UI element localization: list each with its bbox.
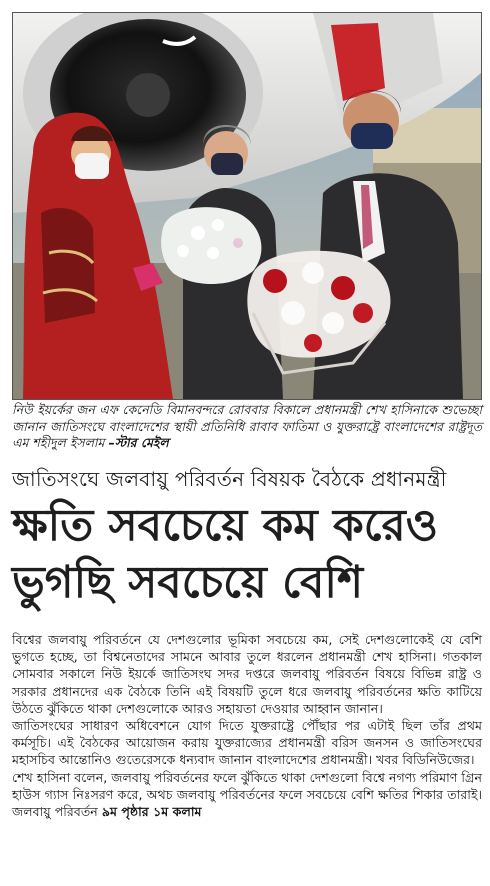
paragraph: জাতিসংঘের সাধারণ অধিবেশনে যোগ দিতে যুক্তরাষ্ট্রে পৌঁছার পর এটাই ছিল তাঁর প্রথম কর্মসূচি। এই বৈঠকের আয়োজন করায় যুক্তরাজ্যের প্রধানমন্ত্রী বরিস জনসন ও জাতিসংঘের মহাসচিব আন্তোনিও গুতেরেসকে ধন্যবাদ জানান বাংলাদেশের প্রধানমন্ত্রী। খবর বিডিনিউজের।: [12, 718, 482, 768]
news-photo: [12, 12, 482, 400]
headline: [12, 497, 482, 611]
paragraph: বিশ্বের জলবায়ু পরিবর্তনে যে দেশগুলোর ভূমিকা সবচেয়ে কম, সেই দেশগুলোকেই যে বেশি ভুগতে হচ্ছে, তা বিশ্বনেতাদের সামনে আবার তুলে ধরলেন প্রধানমন্ত্রী শেখ হাসিনা। গতকাল সোমবার সকালে নিউ ইয়র্কে জাতিসংঘ সদর দপ্তরে জলবায়ু পরিবর্তন বিষয়ে বিভিন্ন রাষ্ট্র ও সরকার প্রধানদের এক বৈঠকে তিনি এই বিষয়টি তুলে ধরে জলবায়ু পরিবর্তনের ক্ষতি কাটিয়ে উঠতে ঝুঁকিতে থাকা দেশগুলোকে আরও সহায়তা দেওয়ার আহ্বান জানান।: [12, 632, 482, 716]
caption-text: নিউ ইয়র্কের জন এফ কেনেডি বিমানবন্দরে রোববার বিকালে প্রধানমন্ত্রী শেখ হাসিনাকে শুভেচ্ছা জানান জাতিসংঘে বাংলাদেশের স্থায়ী প্রতিনিধি রাবাব ফাতিমা ও যুক্তরাষ্ট্রে বাংলাদেশের রাষ্ট্রদূত এম শহীদুল ইসলাম: [12, 402, 482, 450]
headline-line-1: ক্ষতি সবচেয়ে কম করেও: [12, 500, 439, 551]
continuation-note: ৯ম পৃষ্ঠার ১ম কলাম: [101, 804, 202, 820]
kicker: জাতিসংঘে জলবায়ু পরিবর্তন বিষয়ক বৈঠকে প্রধানমন্ত্রী: [12, 467, 447, 491]
article-body: [12, 631, 482, 820]
paragraph-text: শেখ হাসিনা বলেন, জলবায়ু পরিবর্তনের ফলে ঝুঁকিতে থাকা দেশগুলো বিশ্বে নগণ্য পরিমাণ গ্রিন হাউস গ্যাস নিঃসরণ করে, অথচ জলবায়ু পরিবর্তনের ফলে সবচেয়ে বেশি ক্ষতির শিকার তারাই। জলবায়ু পরিবর্তন: [12, 769, 482, 820]
photo-caption: [12, 402, 482, 452]
paragraph-last: [12, 769, 482, 821]
photo-credit: –স্টার মেইল: [108, 435, 169, 450]
headline-line-2: ভুগছি সবচেয়ে বেশি: [12, 557, 364, 608]
airport-greeting-photo: [13, 13, 481, 399]
